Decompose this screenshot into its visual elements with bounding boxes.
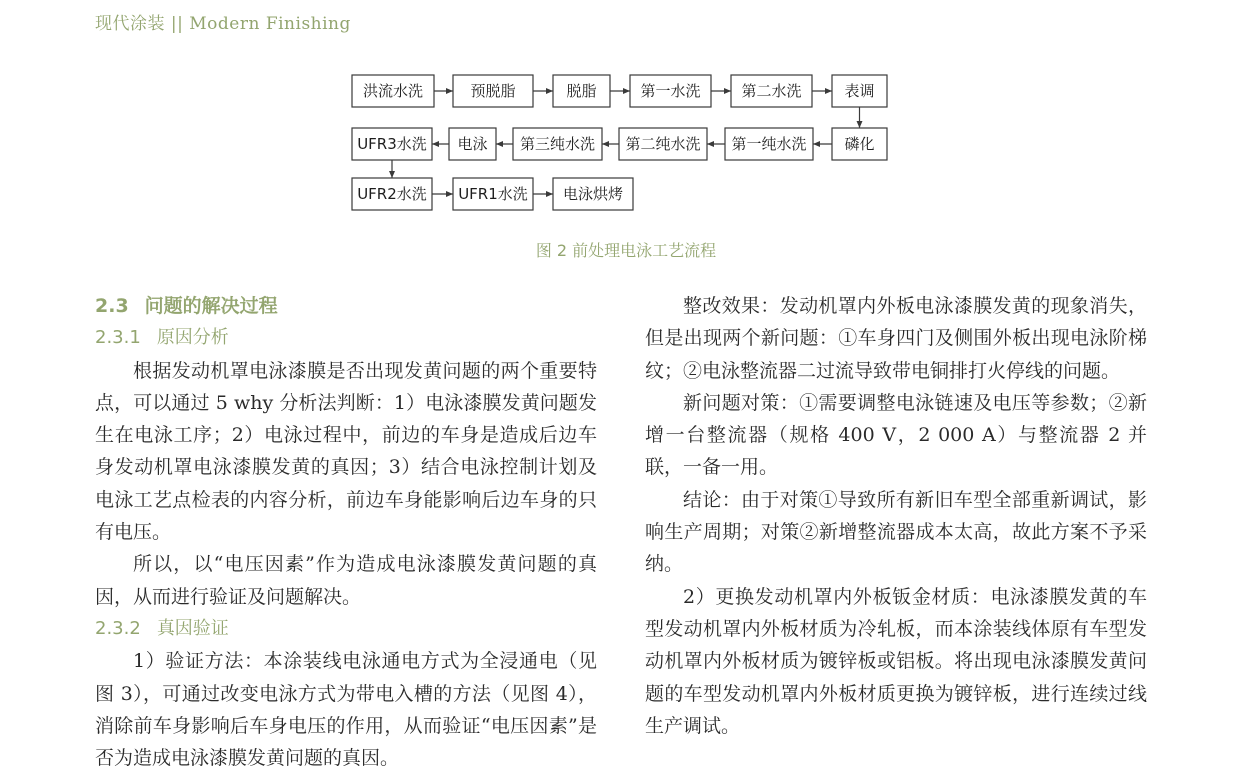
flow-step-label: 第一纯水洗: [731, 135, 807, 153]
flow-step-label: 第二水洗: [741, 82, 802, 100]
flow-step-label: UFR1水洗: [458, 185, 528, 203]
flow-step-label: 洪流水洗: [362, 82, 424, 100]
flow-step-label: 脱脂: [566, 82, 597, 100]
figure-caption: 图 2 前处理电泳工艺流程: [535, 241, 717, 260]
paragraph-material-change: 2）更换发动机罩内外板钣金材质：电泳漆膜发黄的车型发动机罩内外板材质为冷轧板，而本涂装线体原有车型发动机罩内外板材质为镀锌板或铝板。将出现电泳漆膜发黄问题的车型发动机罩内外板材质更换为镀锌板，进行连续过线生产调试。: [645, 585, 1147, 737]
paragraph-verification-method: 1）验证方法：本涂装线电泳通电方式为全浸通电（见图 3），可通过改变电泳方式为带电入槽的方法（见图 4），消除前车身影响后车身电压的作用，从而验证“电压因素”是否为造成电泳漆膜发黄问题的真因。: [95, 650, 597, 770]
process-flowchart: [0, 0, 1252, 225]
left-column: [95, 290, 597, 774]
flow-step-label: UFR2水洗: [357, 185, 427, 203]
paragraph-result: 结论：由于对策①导致所有新旧车型全部重新调试，影响生产周期；对策②新增整流器成本太高，故此方案不予采纳。: [645, 488, 1147, 576]
flow-step-label: 第二纯水洗: [625, 135, 701, 153]
flow-step-label: 电泳: [457, 135, 488, 153]
flow-step-label: 电泳烘烤: [562, 185, 624, 203]
paragraph-cause-analysis: 根据发动机罩电泳漆膜是否出现发黄问题的两个重要特点，可以通过 5 why 分析法判断：1）电泳漆膜发黄问题发生在电泳工序；2）电泳过程中，前边的车身是造成后边车身发动机罩电泳漆膜发黄的真因；3）结合电泳控制计划及电泳工艺点检表的内容分析，前边车身能影响后边车身的只有电压。: [95, 359, 597, 544]
subsection-heading-verification: 2.3.2 真因验证: [95, 617, 229, 639]
flow-step-label: 预脱脂: [470, 82, 516, 100]
paragraph-rectification-effect: 整改效果：发动机罩内外板电泳漆膜发黄的现象消失，但是出现两个新问题：①车身四门及侧围外板出现电泳阶梯纹；②电泳整流器二过流导致带电铜排打火停线的问题。: [645, 295, 1147, 382]
flow-step-label: 第三纯水洗: [519, 135, 596, 153]
running-head: 现代涂装 || Modern Finishing: [95, 14, 351, 34]
paragraph-conclusion-voltage: 所以，以“电压因素”作为造成电泳漆膜发黄问题的真因，从而进行验证及问题解决。: [95, 553, 597, 608]
subsection-heading-cause: 2.3.1 原因分析: [95, 327, 229, 349]
flow-step-label: UFR3水洗: [357, 135, 427, 153]
flow-step-label: 磷化: [844, 135, 875, 153]
section-heading: 2.3 问题的解决过程: [95, 295, 278, 317]
paragraph-new-countermeasure: 新问题对策：①需要调整电泳链速及电压等参数；②新增一台整流器（规格 400 V，2 000 A）与整流器 2 并联，一备一用。: [645, 391, 1147, 479]
flow-step-label: 第一水洗: [640, 82, 701, 100]
flow-step-label: 表调: [844, 82, 875, 100]
right-column: [645, 290, 1147, 742]
